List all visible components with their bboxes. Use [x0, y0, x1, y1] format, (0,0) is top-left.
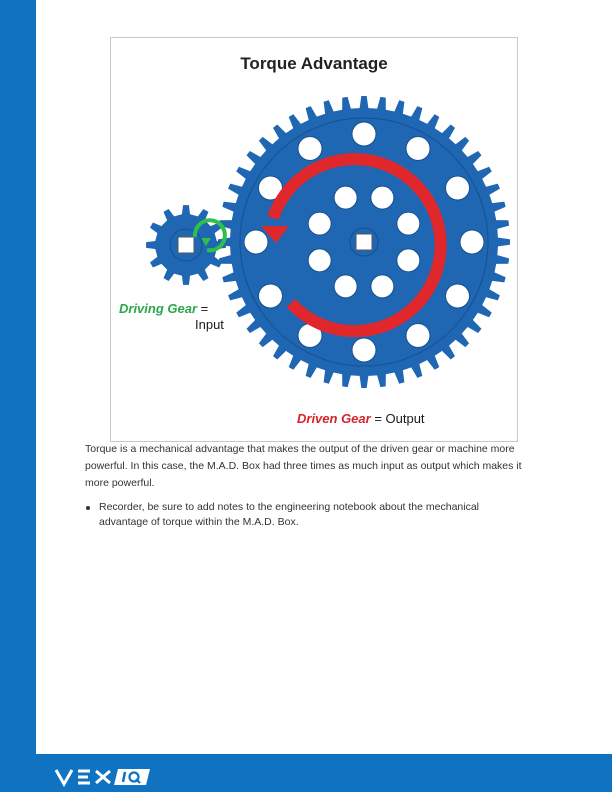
gear-hole	[308, 212, 331, 235]
gear-illustration	[111, 38, 517, 441]
driving-gear-icon	[146, 205, 226, 285]
gear-hole	[244, 230, 268, 254]
input-label: Input	[195, 317, 224, 332]
driven-gear-label	[297, 411, 425, 426]
left-blue-band	[0, 0, 36, 792]
gear-hole	[352, 122, 376, 146]
body-paragraph: Torque is a mechanical advantage that makes the output of the driven gear or machine more powerful. In this case, the M.A.D. Box had three times as much input as output which makes it more powerful.	[85, 443, 522, 489]
gear-hole	[334, 186, 357, 209]
torque-advantage-figure	[110, 37, 518, 442]
driving-gear-label	[119, 301, 208, 316]
gear-hole	[298, 136, 322, 160]
gear-axle-hole	[178, 237, 194, 253]
list-item-text: Recorder, be sure to add notes to the engineering notebook about the mechanical advantage of torque within the M.A.D. Box.	[99, 501, 480, 528]
gear-hole	[460, 230, 484, 254]
page-corner	[36, 704, 96, 754]
gear-hole	[397, 249, 420, 272]
gear-hole	[406, 136, 430, 160]
vex-iq-logo	[54, 764, 154, 788]
bullet-icon	[86, 506, 90, 510]
gear-hole	[371, 275, 394, 298]
driven-gear-name: Driven Gear	[297, 411, 371, 426]
list-item	[85, 500, 515, 530]
gear-hole	[258, 284, 282, 308]
driving-gear-name: Driving Gear	[119, 301, 198, 316]
notes-list	[85, 500, 515, 530]
driving-gear-equals: =	[197, 301, 209, 316]
gear-hole	[397, 212, 420, 235]
gear-hole	[352, 338, 376, 362]
gear-hole	[371, 186, 394, 209]
gear-axle-hole	[356, 234, 372, 250]
driven-gear-equals-output: = Output	[370, 411, 425, 426]
gear-hole	[406, 324, 430, 348]
gear-hole	[308, 249, 331, 272]
gear-hole	[446, 176, 470, 200]
gear-hole	[334, 275, 357, 298]
figure-title: Torque Advantage	[240, 54, 388, 73]
driven-gear-icon	[218, 96, 510, 388]
gear-hole	[446, 284, 470, 308]
